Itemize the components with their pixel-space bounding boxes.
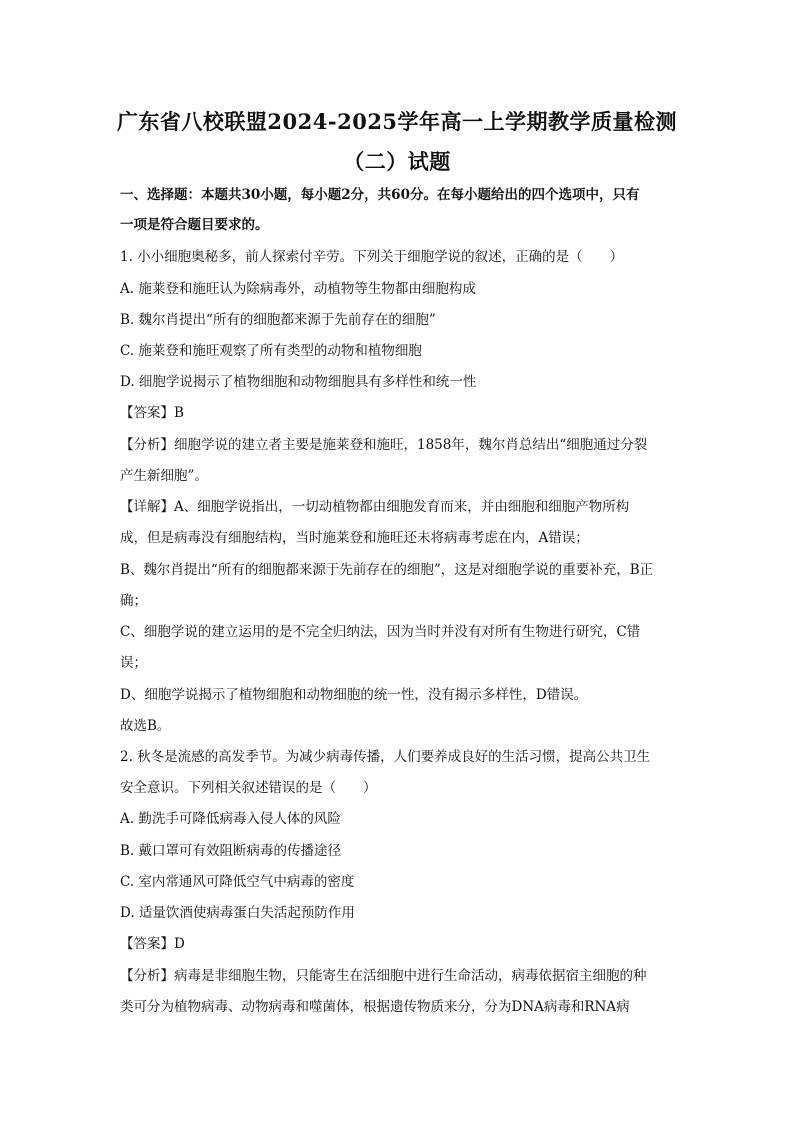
question-2-option-d: D. 适量饮酒使病毒蛋白失活起预防作用 (120, 905, 355, 921)
question-1-option-d: D. 细胞学说揭示了植物细胞和动物细胞具有多样性和统一性 (120, 374, 477, 390)
question-1-option-a: A. 施莱登和施旺认为除病毒外，动植物等生物都由细胞构成 (120, 281, 476, 297)
question-2-option-a: A. 勤洗手可降低病毒入侵人体的风险 (120, 811, 341, 827)
question-2-stem-line-1: 2. 秋冬是流感的高发季节。为减少病毒传播，人们要养成良好的生活习惯，提高公共卫生 (120, 749, 651, 765)
question-1-detail-line-7: D、细胞学说揭示了植物细胞和动物细胞的统一性，没有揭示多样性，D错误。 (120, 687, 588, 703)
question-1-detail-line-5: C、细胞学说的建立运用的是不完全归纳法，因为当时并没有对所有生物进行研究，C错 (120, 624, 641, 640)
question-1-option-b: B. 魏尔肖提出“所有的细胞都来源于先前存在的细胞” (120, 312, 436, 328)
question-1-detail-line-4: 确； (120, 593, 147, 609)
question-2-option-b: B. 戴口罩可有效阻断病毒的传播途径 (120, 843, 342, 859)
question-1-detail-line-2: 成，但是病毒没有细胞结构，当时施莱登和施旺还未将病毒考虑在内，A错误； (120, 530, 589, 546)
question-2-analysis-line-1: 【分析】病毒是非细胞生物，只能寄生在活细胞中进行生命活动，病毒依据宿主细胞的种 (120, 968, 647, 984)
question-2-analysis-line-2: 类可分为植物病毒、动物病毒和噬菌体，根据遗传物质来分，分为DNA病毒和RNA病 (120, 999, 630, 1015)
question-1-conclusion: 故选B。 (120, 718, 171, 734)
question-1-detail-line-3: B、魏尔肖提出“所有的细胞都来源于先前存在的细胞”，这是对细胞学说的重要补充，B正 (120, 562, 654, 578)
document-title-line-2: （二）试题 (343, 149, 451, 174)
question-1-option-c: C. 施莱登和施旺观察了所有类型的动物和植物细胞 (120, 343, 422, 359)
question-2-option-c: C. 室内常通风可降低空气中病毒的密度 (120, 874, 355, 890)
question-1-analysis-line-2: 产生新细胞”。 (120, 468, 208, 484)
section-header-line-2: 一项是符合题目要求的。 (120, 217, 269, 233)
question-1-analysis-line-1: 【分析】细胞学说的建立者主要是施莱登和施旺，1858年，魏尔肖总结出“细胞通过分裂 (120, 437, 648, 453)
question-2-stem-line-2: 安全意识。下列相关叙述错误的是（ ） (120, 780, 377, 796)
section-header-line-1: 一、选择题：本题共30小题，每小题2分，共60分。在每小题给出的四个选项中，只有 (120, 187, 640, 203)
question-1-detail-line-1: 【详解】A、细胞学说指出，一切动植物都由细胞发育而来，并由细胞和细胞产物所构 (120, 499, 630, 515)
question-1-detail-line-6: 误； (120, 655, 147, 671)
question-1-answer: 【答案】B (120, 405, 184, 421)
document-title-line-1: 广东省八校联盟2024-2025学年高一上学期教学质量检测 (116, 109, 678, 134)
question-2-answer: 【答案】D (120, 936, 185, 952)
question-1-stem: 1. 小小细胞奥秘多，前人探索付辛劳。下列关于细胞学说的叙述，正确的是（ ） (120, 249, 624, 265)
